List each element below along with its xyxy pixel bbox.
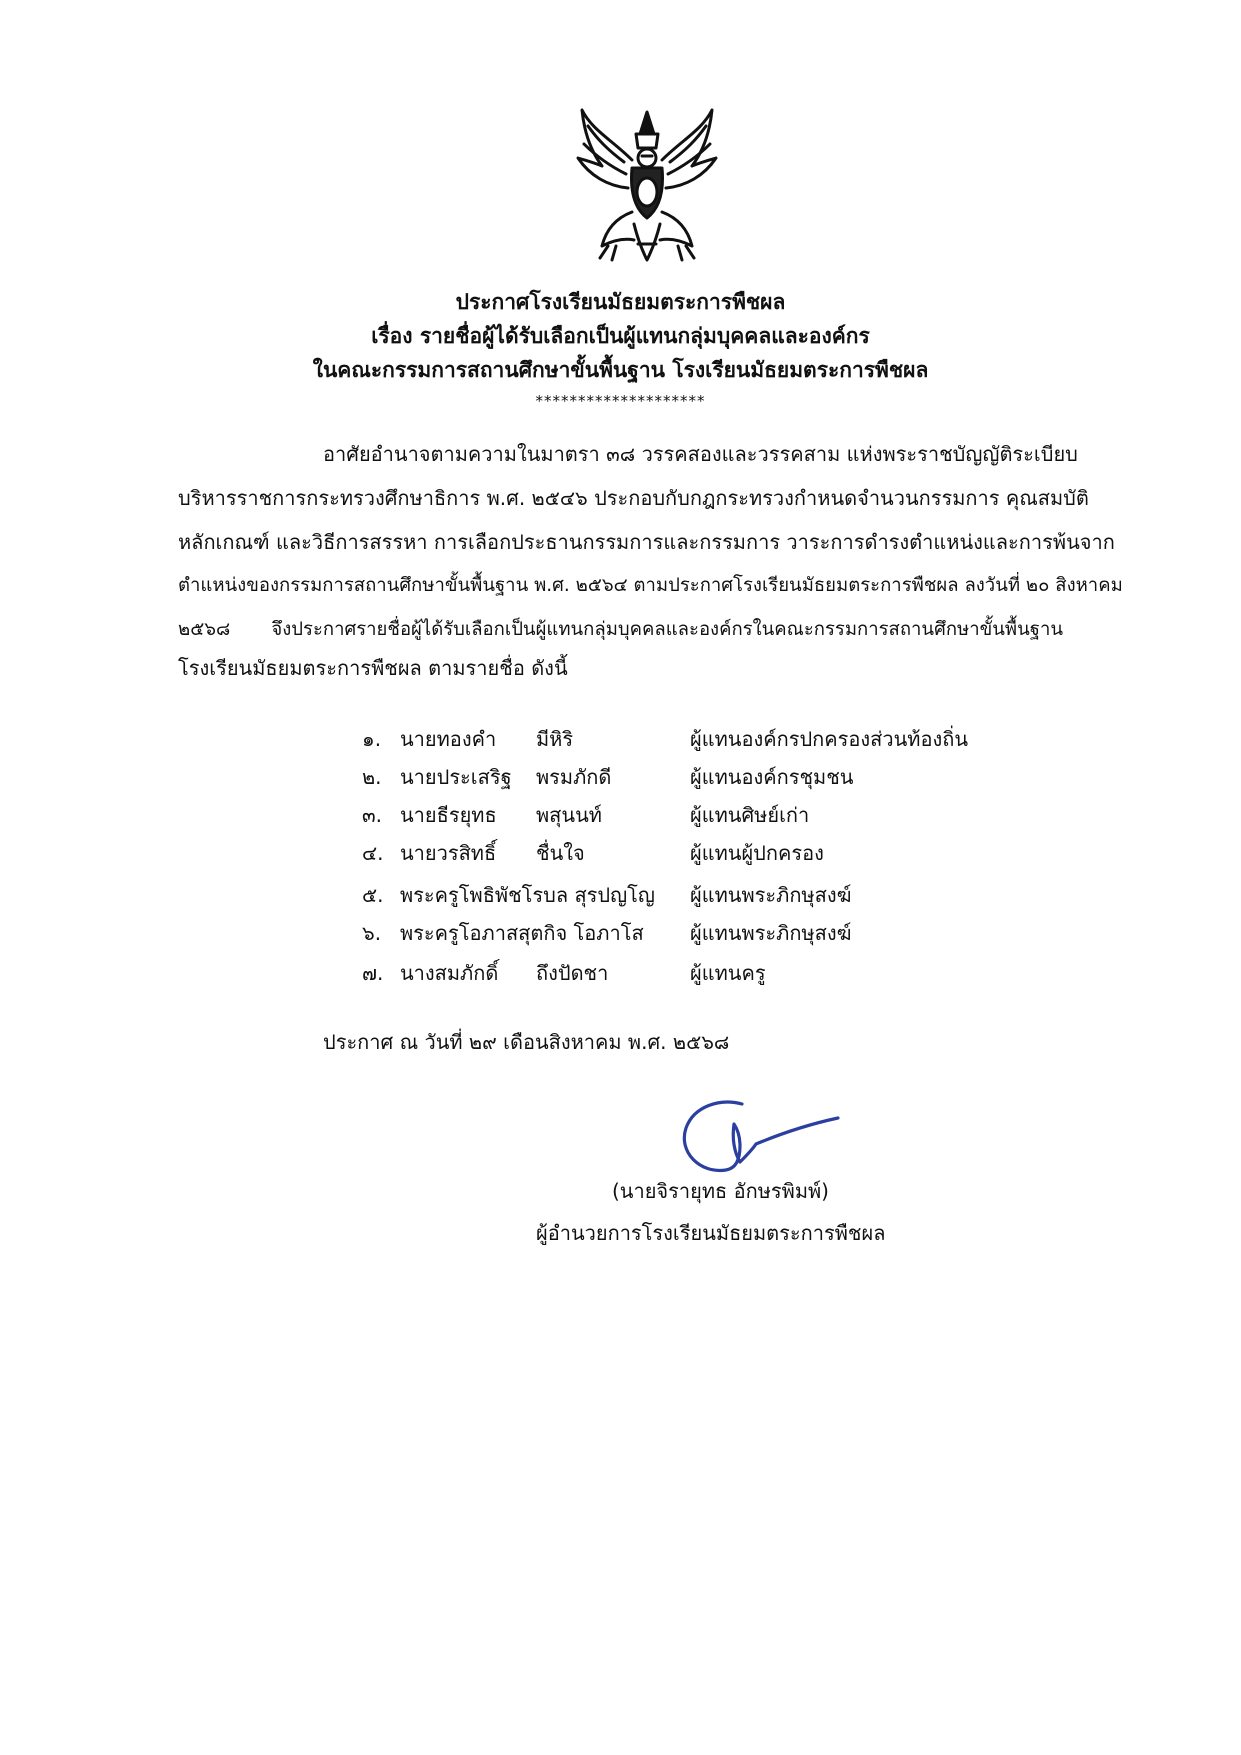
member-row xyxy=(0,916,1241,950)
member-row xyxy=(0,956,1241,990)
member-role: ผู้แทนองค์กรชุมชน xyxy=(690,765,854,789)
member-number: ๗. xyxy=(362,961,384,985)
member-number: ๕. xyxy=(362,883,384,907)
member-row xyxy=(0,798,1241,832)
announcement-subject-line2: ในคณะกรรมการสถานศึกษาขั้นพื้นฐาน โรงเรียนมัธยมตระการพืชผล xyxy=(312,358,929,382)
body-line: โรงเรียนมัธยมตระการพืชผล ตามรายชื่อ ดังนี้ xyxy=(178,656,568,680)
member-role: ผู้แทนผู้ปกครอง xyxy=(690,841,824,865)
garuda-emblem xyxy=(572,100,722,264)
member-row xyxy=(0,722,1241,756)
member-row xyxy=(0,878,1241,912)
announcement-date: ประกาศ ณ วันที่ ๒๙ เดือนสิงหาคม พ.ศ. ๒๕๖๘ xyxy=(323,1030,730,1054)
member-number: ๖. xyxy=(362,921,382,945)
member-name: นายประเสริฐ xyxy=(400,765,512,789)
body-line: อาศัยอำนาจตามความในมาตรา ๓๘ วรรคสองและวรรคสาม แห่งพระราชบัญญัติระเบียบ xyxy=(323,442,1078,466)
member-number: ๔. xyxy=(362,841,384,865)
member-row xyxy=(0,836,1241,870)
member-row xyxy=(0,760,1241,794)
member-surname: มีหิริ xyxy=(536,727,574,751)
member-surname: ชื่นใจ xyxy=(536,841,585,865)
signature-mark xyxy=(660,1090,850,1190)
body-line: ๒๕๖๘ จึงประกาศรายชื่อผู้ได้รับเลือกเป็นผู้แทนกลุ่มบุคคลและองค์กรในคณะกรรมการสถานศึกษาขั้นพื้นฐาน xyxy=(178,619,1063,640)
member-name: นายทองคำ xyxy=(400,727,497,751)
member-name: นายธีรยุทธ xyxy=(400,803,497,827)
member-surname: พรมภักดี xyxy=(536,765,612,789)
member-role: ผู้แทนศิษย์เก่า xyxy=(690,803,810,827)
member-name: นางสมภักดิ์ xyxy=(400,961,499,985)
body-line: บริหารราชการกระทรวงศึกษาธิการ พ.ศ. ๒๕๔๖ ประกอบกับกฎกระทรวงกำหนดจำนวนกรรมการ คุณสมบัติ xyxy=(178,486,1089,510)
body-line: ตำแหน่งของกรรมการสถานศึกษาขั้นพื้นฐาน พ.ศ. ๒๕๖๔ ตามประกาศโรงเรียนมัธยมตระการพืชผล ลงวันที่ ๒๐ สิงหาคม xyxy=(178,575,1123,596)
member-role: ผู้แทนพระภิกษุสงฆ์ xyxy=(690,921,852,945)
member-surname: ถึงปัดชา xyxy=(536,961,609,985)
member-name: นายวรสิทธิ์ xyxy=(400,841,497,865)
member-number: ๑. xyxy=(362,727,382,751)
member-role: ผู้แทนองค์กรปกครองส่วนท้องถิ่น xyxy=(690,727,969,751)
body-line: หลักเกณฑ์ และวิธีการสรรหา การเลือกประธานกรรมการและกรรมการ วาระการดำรงตำแหน่งและการพ้นจาก xyxy=(178,530,1115,554)
member-name: พระครูโพธิพัชโรบล สุรปญโญ xyxy=(400,883,655,907)
member-number: ๒. xyxy=(362,765,382,789)
signer-name: (นายจิรายุทธ อักษรพิมพ์) xyxy=(612,1179,829,1203)
member-role: ผู้แทนพระภิกษุสงฆ์ xyxy=(690,883,852,907)
signer-title: ผู้อำนวยการโรงเรียนมัธยมตระการพืชผล xyxy=(536,1221,886,1245)
member-role: ผู้แทนครู xyxy=(690,961,766,985)
member-number: ๓. xyxy=(362,803,383,827)
separator-line: ******************** xyxy=(535,392,706,410)
member-surname: พสุนนท์ xyxy=(536,803,602,827)
member-name: พระครูโอภาสสุตกิจ โอภาโส xyxy=(400,921,644,945)
announcement-subject: เรื่อง รายชื่อผู้ได้รับเลือกเป็นผู้แทนกลุ่มบุคคลและองค์กร xyxy=(371,324,870,348)
announcement-title: ประกาศโรงเรียนมัธยมตระการพืชผล xyxy=(455,290,786,314)
